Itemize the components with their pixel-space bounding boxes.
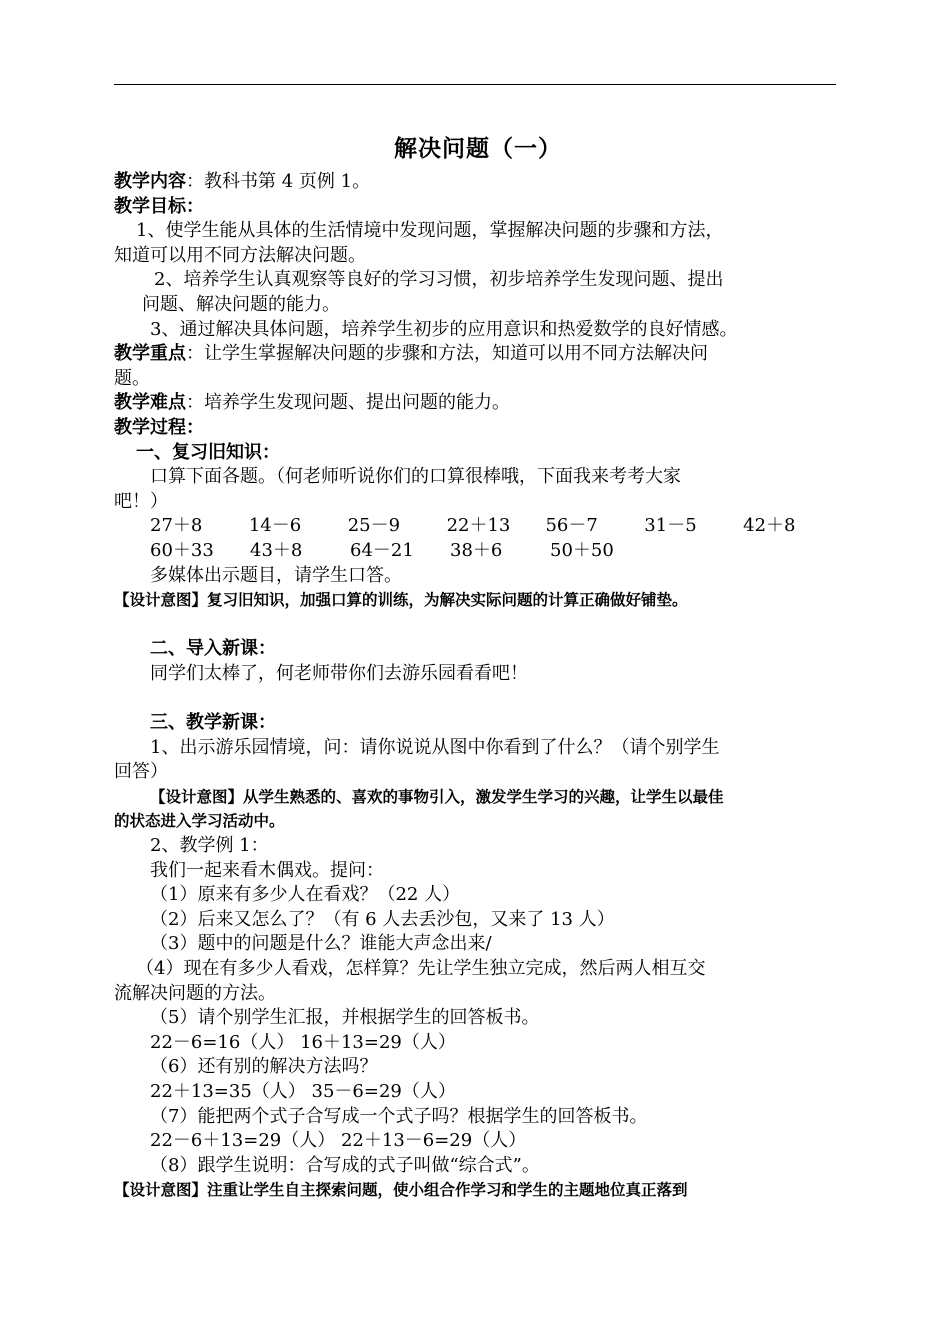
question-4a: （4）现在有多少人看戏，怎样算？先让学生独立完成，然后两人相互交: [136, 958, 706, 979]
spacer: [114, 686, 842, 711]
question-6: （6）还有别的解决方法吗？: [150, 1056, 378, 1078]
key-text: ：让学生掌握解决问题的步骤和方法，知道可以用不同方法解决问: [186, 343, 708, 365]
problem-item: 43＋8: [250, 539, 303, 561]
question-5: （5）请个别学生汇报，并根据学生的回答板书。: [150, 1007, 540, 1029]
question-7: （7）能把两个式子合写成一个式子吗？根据学生的回答板书。: [150, 1105, 648, 1127]
content-text: ：教科书第 4 页例 1。: [186, 171, 371, 192]
header-rule: [114, 84, 836, 85]
content-line: [114, 170, 842, 195]
sec1-heading: 一、复习旧知识：: [136, 441, 280, 463]
question-1: （1）原来有多少人在看戏？（22 人）: [150, 884, 461, 906]
key-label: 教学重点: [114, 343, 186, 365]
sec2-text: 同学们太棒了，何老师带你们去游乐园看看吧！: [150, 662, 528, 684]
sec3-heading: 三、教学新课：: [150, 712, 276, 734]
sec3-p1b: 回答）: [114, 761, 168, 783]
sec1-intro-a: 口算下面各题。（何老师听说你们的口算很棒哦，下面我来考考大家: [150, 466, 681, 488]
difficulty-line: [114, 391, 842, 416]
document-body: [114, 130, 842, 1203]
equation-3: 22－6＋13=29（人） 22＋13－6=29（人）: [150, 1130, 527, 1152]
design-note-2b: 的状态进入学习活动中。: [114, 812, 285, 831]
difficulty-text: ：培养学生发现问题、提出问题的能力。: [186, 392, 510, 414]
problem-item: 38＋6: [450, 539, 503, 561]
equation-2: 22＋13=35（人） 35－6=29（人）: [150, 1080, 456, 1102]
page-title: 解决问题（一）: [394, 135, 562, 162]
goal-1a: 1、使学生能从具体的生活情境中发现问题，掌握解决问题的步骤和方法，: [136, 220, 724, 242]
goals-label: 教学目标：: [114, 195, 204, 217]
sec3-p2: 2、教学例 1：: [150, 835, 269, 857]
problem-item: 60＋33: [150, 539, 214, 561]
key-line-a: [114, 342, 842, 367]
design-note-2a: 【设计意图】从学生熟悉的、喜欢的事物引入，激发学生学习的兴趣，让学生以最佳: [150, 787, 724, 806]
problem-item: 56－7: [545, 515, 598, 537]
process-label: 教学过程：: [114, 416, 204, 438]
problem-item: 64－21: [350, 539, 414, 561]
question-4b: 流解决问题的方法。: [114, 982, 276, 1004]
question-8: （8）跟学生说明：合写成的式子叫做“综合式”。: [150, 1154, 540, 1176]
difficulty-label: 教学难点: [114, 392, 186, 414]
sec2-heading: 二、导入新课：: [150, 638, 276, 660]
design-note-3: 【设计意图】注重让学生自主探索问题，使小组合作学习和学生的主题地位真正落到: [114, 1181, 688, 1200]
sec3-p3: 我们一起来看木偶戏。提问：: [150, 859, 384, 881]
problem-item: 25－9: [347, 515, 401, 537]
spacer: [114, 613, 842, 638]
problem-item: 31－5: [644, 515, 697, 537]
problem-row-1: [114, 514, 842, 539]
goal-1b: 知道可以用不同方法解决问题。: [114, 244, 366, 266]
sec1-intro-b: 吧！）: [114, 490, 168, 512]
problem-item: 42＋8: [743, 515, 796, 537]
goal-2a: 2、培养学生认真观察等良好的学习习惯，初步培养学生发现问题、提出: [154, 269, 724, 291]
question-3: （3）题中的问题是什么？谁能大声念出来/: [150, 933, 492, 955]
sec1-after: 多媒体出示题目，请学生口答。: [150, 564, 402, 586]
content-label: 教学内容: [114, 171, 186, 192]
problem-item: 14－6: [248, 515, 302, 537]
goal-3: 3、通过解决具体问题，培养学生初步的应用意识和热爱数学的良好情感。: [150, 318, 738, 340]
goal-2b: 问题、解决问题的能力。: [142, 293, 340, 315]
problem-item: 22＋13: [446, 515, 511, 537]
problem-item: 27＋8: [150, 515, 203, 537]
problem-item: 50＋50: [550, 539, 614, 561]
question-2: （2）后来又怎么了？（有 6 人去丢沙包，又来了 13 人）: [150, 908, 615, 930]
sec3-p1a: 1、出示游乐园情境，问：请你说说从图中你看到了什么？（请个别学生: [150, 736, 720, 758]
design-note-1: 【设计意图】复习旧知识，加强口算的训练，为解决实际问题的计算正确做好铺垫。: [114, 591, 688, 610]
key-line-b: 题。: [114, 367, 150, 389]
problem-row-2: [114, 539, 842, 564]
equation-1: 22－6=16（人） 16＋13=29（人）: [150, 1031, 456, 1053]
